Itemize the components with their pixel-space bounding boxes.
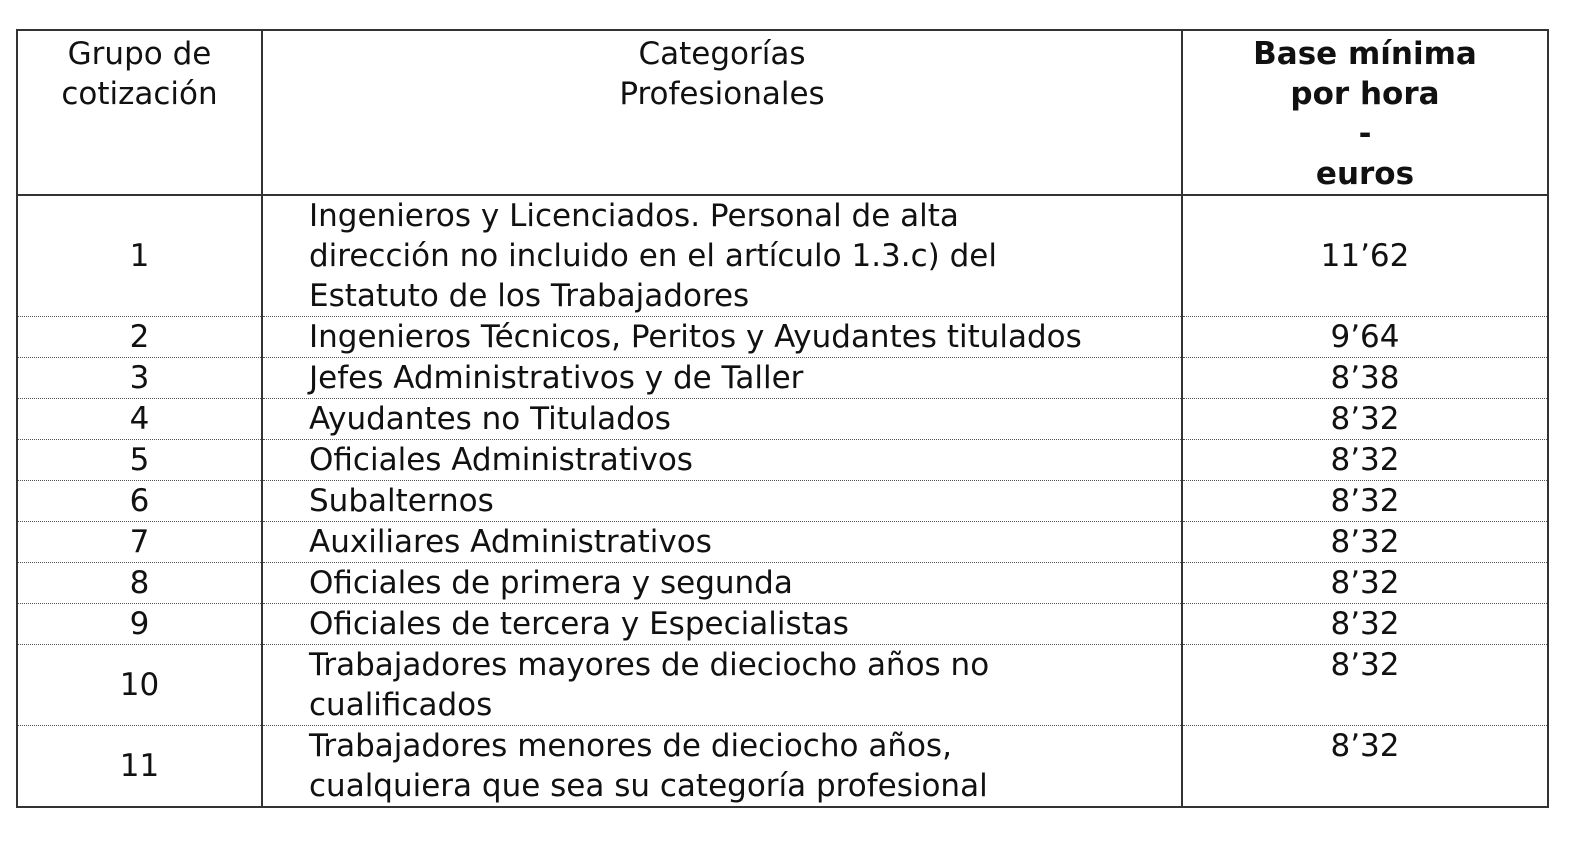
categoria-line: Subalternos: [309, 483, 494, 519]
base-cell: 9’64: [1182, 317, 1548, 358]
categoria-cell: [262, 645, 1182, 726]
categoria-line: Ingenieros y Licenciados. Personal de alta: [309, 198, 959, 234]
grupo-cell: 1: [17, 195, 262, 317]
header-grupo: Grupo de cotización: [17, 30, 262, 195]
base-cell: 8’32: [1182, 522, 1548, 563]
table-row: [17, 399, 1548, 440]
categoria-cell: [262, 195, 1182, 317]
grupo-cell: 5: [17, 440, 262, 481]
categoria-line: Estatuto de los Trabajadores: [309, 278, 750, 314]
cotizacion-table: [16, 29, 1549, 808]
base-cell: 8’32: [1182, 726, 1548, 808]
header-base: Base mínima por hora - euros: [1182, 30, 1548, 195]
categoria-line: cualificados: [309, 687, 493, 723]
base-cell: 8’32: [1182, 440, 1548, 481]
table-row: [17, 604, 1548, 645]
table-row: [17, 645, 1548, 726]
base-cell: 11’62: [1182, 195, 1548, 317]
grupo-cell: 10: [17, 645, 262, 726]
grupo-cell: 4: [17, 399, 262, 440]
table-row: [17, 726, 1548, 808]
header-categorias: Categorías Profesionales: [262, 30, 1182, 195]
categoria-cell: [262, 522, 1182, 563]
categoria-cell: [262, 726, 1182, 808]
categoria-line: Auxiliares Administrativos: [309, 524, 712, 560]
base-cell: 8’32: [1182, 563, 1548, 604]
categoria-cell: [262, 399, 1182, 440]
table-row: [17, 440, 1548, 481]
grupo-cell: 7: [17, 522, 262, 563]
grupo-cell: 2: [17, 317, 262, 358]
base-cell: 8’38: [1182, 358, 1548, 399]
categoria-line: cualquiera que sea su categoría profesional: [309, 768, 988, 804]
header-row: [17, 30, 1548, 195]
base-cell: 8’32: [1182, 481, 1548, 522]
table-row: [17, 563, 1548, 604]
categoria-cell: [262, 358, 1182, 399]
categoria-line: Ingenieros Técnicos, Peritos y Ayudantes titulados: [309, 319, 1082, 355]
table-row: [17, 522, 1548, 563]
categoria-cell: [262, 481, 1182, 522]
categoria-line: Oficiales de primera y segunda: [309, 565, 793, 601]
categoria-cell: [262, 604, 1182, 645]
base-cell: 8’32: [1182, 645, 1548, 726]
grupo-cell: 3: [17, 358, 262, 399]
table-row: [17, 195, 1548, 317]
categoria-line: dirección no incluido en el artículo 1.3.c) del: [309, 238, 997, 274]
table-body: [17, 195, 1548, 807]
categoria-line: Jefes Administrativos y de Taller: [309, 360, 804, 396]
table-row: [17, 481, 1548, 522]
categoria-cell: [262, 440, 1182, 481]
table-row: [17, 317, 1548, 358]
base-cell: 8’32: [1182, 399, 1548, 440]
base-cell: 8’32: [1182, 604, 1548, 645]
grupo-cell: 9: [17, 604, 262, 645]
categoria-line: Oficiales de tercera y Especialistas: [309, 606, 849, 642]
categoria-line: Trabajadores mayores de dieciocho años no: [309, 647, 990, 683]
categoria-line: Ayudantes no Titulados: [309, 401, 671, 437]
table-row: [17, 358, 1548, 399]
categoria-line: Trabajadores menores de dieciocho años,: [309, 728, 952, 764]
grupo-cell: 6: [17, 481, 262, 522]
grupo-cell: 11: [17, 726, 262, 808]
categoria-cell: [262, 317, 1182, 358]
categoria-line: Oficiales Administrativos: [309, 442, 693, 478]
grupo-cell: 8: [17, 563, 262, 604]
categoria-cell: [262, 563, 1182, 604]
